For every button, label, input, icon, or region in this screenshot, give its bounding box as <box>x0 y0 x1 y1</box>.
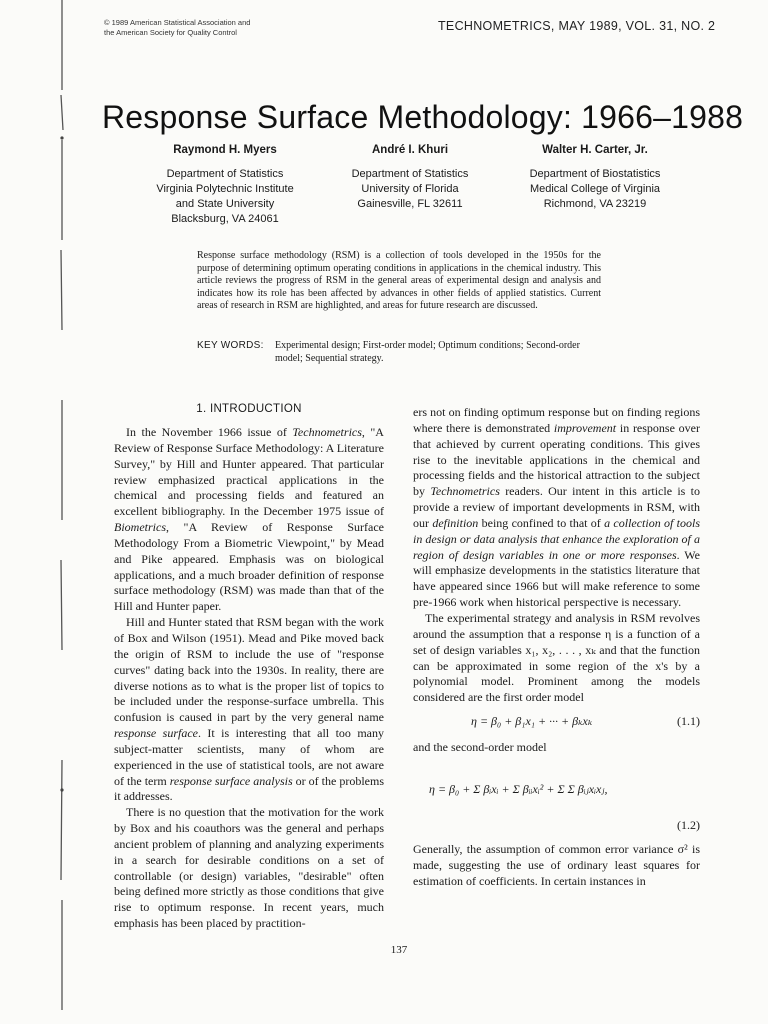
author-name: André I. Khuri <box>371 144 449 156</box>
paragraph: There is no question that the motivation for the work by Box and his coauthors was the general and perhaps ancient problem of planning and analyzing experiments in a search for desirable conditions on a set of controllable (or design) variables, "desirable" often being defined more strictly as those conditions that give rise to optimum response. In recent years, much emphasis has been placed by practition- <box>114 805 384 931</box>
affiliation-line: and State University <box>175 198 275 210</box>
equation-number: (1.1) <box>677 714 700 729</box>
equation-1-2 <box>413 778 700 838</box>
keywords-text: Experimental design; First-order model; Optimum conditions; Second-order model; Sequential strategy. <box>275 340 580 364</box>
abstract: Response surface methodology (RSM) is a collection of tools developed in the 1950s for the purpose of determining optimum operating conditions in applications in the chemical industry. This article reviews the progress of RSM in the general areas of experimental design and analysis and indicates how its role has been affected by advances in other fields of applied statistics. Current areas of research in RSM are highlighted, and areas for future research are discussed. <box>197 250 601 311</box>
keywords-label: KEY WORDS: <box>197 340 264 351</box>
affiliation-line: Department of Statistics <box>351 168 469 180</box>
equation-number: (1.2) <box>677 817 700 832</box>
equation-text: η = β₀ + β₁x₁ + ··· + βₖxₖ <box>471 714 593 729</box>
paragraph: The experimental strategy and analysis in RSM revolves around the assumption that a response η is a function of a set of design variables x₁, x₂, . . . , xₖ and that the function can be approximated in some region of the x's by a polynomial model. Prominent among the models considered are the first order model <box>413 610 700 705</box>
author-name: Raymond H. Myers <box>173 144 277 156</box>
page-number: 137 <box>390 944 408 956</box>
copyright-line-1: © 1989 American Statistical Association and <box>104 18 251 27</box>
left-column <box>114 425 384 932</box>
author-name: Walter H. Carter, Jr. <box>542 144 648 156</box>
copyright-notice <box>104 18 250 38</box>
author-block <box>325 143 495 227</box>
equation-text: η = β₀ + Σ βᵢxᵢ + Σ βᵢᵢxᵢ² + Σ Σ βᵢⱼxᵢxⱼ, <box>429 781 608 796</box>
affiliation-line: Blacksburg, VA 24061 <box>171 213 279 225</box>
right-column <box>413 405 700 889</box>
paragraph: ers not on finding optimum response but on finding regions where there is demonstrated improvement in response over that achieved by current operating conditions. This gives rise to the inevitable applications in the chemical and processing fields and the historical attraction to the subject by Technometrics readers. Our intent in this article is to provide a review of important developments in RSM, with our definition being confined to that of a collection of tools in design or data analysis that enhance the exploration of a region of design variables in one or more responses. We will emphasize developments in the statistics literature that have appeared since 1966 but will make reference to some pre-1966 work when historical perspective is necessary. <box>413 405 701 610</box>
affiliation-line: Gainesville, FL 32611 <box>357 198 463 210</box>
author-list <box>140 143 680 227</box>
affiliation-line: Department of Biostatistics <box>529 168 661 180</box>
copyright-line-2: the American Society for Quality Control <box>104 28 237 37</box>
affiliation-line: Department of Statistics <box>166 168 284 180</box>
paragraph: In the November 1966 issue of Technometrics, "A Review of Response Surface Methodology: A Literature Survey," by Hill and Hunter appeared. That particular review emphasized practical applications in the chemical and processing fields and featured an excellent bibliography. In the December 1975 issue of Biometrics, "A Review of Response Surface Methodology From a Biometric Viewpoint," by Mead and Pike appeared. Emphasis was on biological applications, and a much broader definition of response surface methodology (RSM) was made than that of the Hill and Hunter paper. <box>114 425 384 614</box>
article-title: Response Surface Methodology: 1966–1988 <box>102 99 744 136</box>
affiliation-line: Medical College of Virginia <box>529 183 661 195</box>
journal-citation: TECHNOMETRICS, MAY 1989, VOL. 31, NO. 2 <box>438 19 716 33</box>
affiliation-line: University of Florida <box>361 183 459 195</box>
affiliation-line: Virginia Polytechnic Institute <box>156 183 294 195</box>
paragraph: Generally, the assumption of common error variance σ² is made, suggesting the use of ordinary least squares for estimation of coefficients. In certain instances in <box>413 841 700 888</box>
paragraph: Hill and Hunter stated that RSM began with the work of Box and Wilson (1951). Mead and Pike moved back the origin of RSM to include the use of "response curves" dating back into the 1930s. In reality, there are diverse notions as to what is the proper list of topics to be included under the response-surface umbrella. This confusion is caused in part by the very general name response surface. It is interesting that all too many subject-matter scientists, many of whom are experienced in the use of statistical tools, are not aware of the term response surface analysis or of the problems it addresses. <box>114 615 384 804</box>
author-block <box>140 143 310 227</box>
equation-1-1 <box>413 714 700 740</box>
paragraph: and the second-order model <box>413 740 547 755</box>
affiliation-line: Richmond, VA 23219 <box>543 198 647 210</box>
keywords <box>197 340 601 365</box>
section-heading: 1. INTRODUCTION <box>196 403 302 415</box>
binding-edge-marks <box>56 0 68 1024</box>
author-block <box>510 143 680 227</box>
